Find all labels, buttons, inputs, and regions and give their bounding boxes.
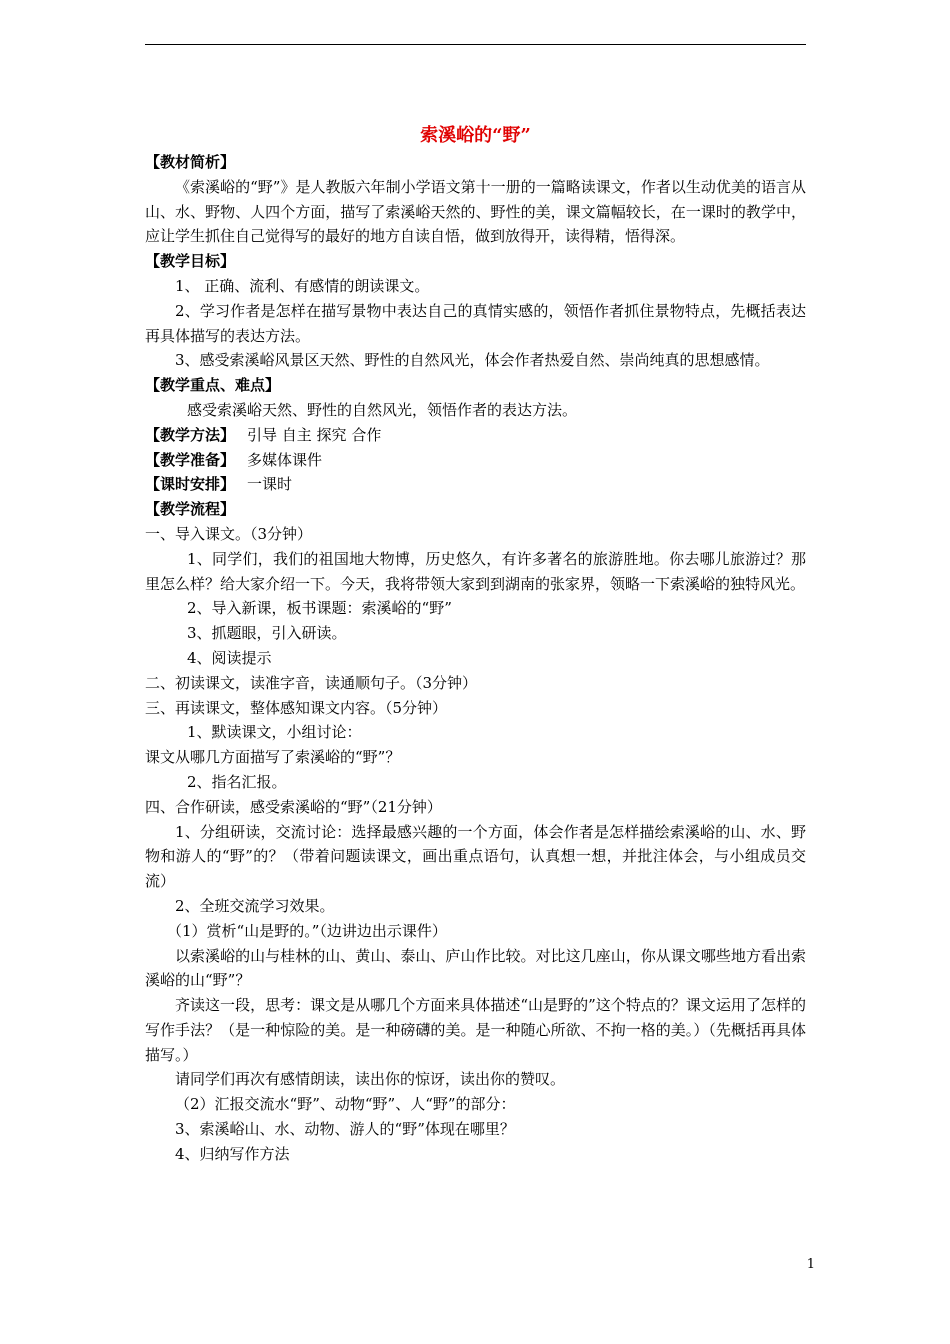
time-value: 一课时	[247, 475, 293, 494]
section-4-para-3: （1）赏析“山是野的。”（边讲边出示课件）	[167, 921, 447, 940]
prep-row	[145, 448, 806, 473]
document-body	[145, 122, 806, 1167]
section-4-para-9: 4、归纳写作方法	[175, 1144, 290, 1163]
method-row	[145, 423, 806, 448]
method-value: 引导 自主 探究 合作	[247, 425, 382, 444]
section-4-para-4: 以索溪峪的山与桂林的山、黄山、泰山、庐山作比较。对比这几座山，你从课文哪些地方看出索溪峪的山“野”？	[145, 946, 806, 990]
key-heading: 【教学重点、难点】	[145, 376, 281, 395]
section-1-title: 一、导入课文。（3分钟）	[145, 524, 313, 543]
document-title: 索溪峪的“野”	[420, 125, 531, 146]
section-1-para-2: 2、导入新课，板书课题：索溪峪的“野”	[187, 599, 452, 618]
prep-label: 【教学准备】	[145, 450, 236, 469]
section-4-para-2: 2、全班交流学习效果。	[175, 896, 335, 915]
section-4-para-5: 齐读这一段，思考：课文是从哪几个方面来具体描述“山是野的”这个特点的？课文运用了怎样的写作手法？（是一种惊险的美。是一种磅礴的美。是一种随心所欲、不拘一格的美。）（先概括再具体描写。）	[145, 996, 806, 1064]
analysis-text: 《索溪峪的“野”》是人教版六年制小学语文第十一册的一篇略读课文，作者以生动优美的语言从山、水、野物、人四个方面，描写了索溪峪天然的、野性的美，课文篇幅较长，在一课时的教学中，应让学生抓住自己觉得写的最好的地方自读自悟，做到放得开，读得精，悟得深。	[145, 177, 806, 246]
header-rule	[145, 44, 806, 45]
section-1-para-3: 3、抓题眼，引入研读。	[187, 624, 347, 643]
goals-heading: 【教学目标】	[145, 252, 236, 271]
section-3-para-3: 2、指名汇报。	[187, 772, 287, 791]
goal-2: 2、学习作者是怎样在描写景物中表达自己的真情实感的，领悟作者抓住景物特点，先概括表达再具体描写的表达方法。	[145, 301, 806, 345]
goal-1: 1、 正确、流利、有感情的朗读课文。	[175, 276, 430, 295]
section-4-para-8: 3、索溪峪山、水、动物、游人的“野”体现在哪里？	[175, 1120, 515, 1139]
page-number: 1	[806, 1257, 815, 1272]
section-3-para-1: 1、默读课文，小组讨论：	[187, 723, 362, 742]
section-3-para-2: 课文从哪几方面描写了索溪峪的“野”？	[145, 748, 401, 767]
section-3-title: 三、再读课文，整体感知课文内容。（5分钟）	[145, 698, 448, 717]
section-1-para-1: 1、同学们，我们的祖国地大物博，历史悠久，有许多著名的旅游胜地。你去哪儿旅游过？那里怎么样？给大家介绍一下。今天，我将带领大家到到湖南的张家界，领略一下索溪峪的独特风光。	[145, 549, 806, 593]
section-4-title: 四、合作研读，感受索溪峪的“野”（21分钟）	[145, 797, 442, 816]
analysis-heading: 【教材简析】	[145, 153, 236, 171]
section-4-para-7: （2）汇报交流水“野”、动物“野”、人“野”的部分：	[175, 1095, 516, 1114]
goal-3: 3、感受索溪峪风景区天然、野性的自然风光，体会作者热爱自然、崇尚纯真的思想感情。	[175, 351, 770, 370]
method-label: 【教学方法】	[145, 425, 236, 444]
prep-value: 多媒体课件	[247, 450, 323, 469]
section-4-para-1: 1、分组研读，交流讨论：选择最感兴趣的一个方面，体会作者是怎样描绘索溪峪的山、水、野物和游人的“野”的？（带着问题读课文，画出重点语句，认真想一想，并批注体会，与小组成员交流）	[145, 822, 806, 891]
section-2-title: 二、初读课文，读准字音，读通顺句子。（3分钟）	[145, 673, 478, 692]
section-1-para-4: 4、阅读提示	[187, 648, 272, 667]
time-label: 【课时安排】	[145, 475, 236, 494]
key-text: 感受索溪峪天然、野性的自然风光，领悟作者的表达方法。	[187, 400, 578, 419]
flow-heading: 【教学流程】	[145, 500, 236, 519]
section-4-para-6: 请同学们再次有感情朗读，读出你的惊讶，读出你的赞叹。	[175, 1070, 566, 1089]
time-row	[145, 472, 806, 497]
